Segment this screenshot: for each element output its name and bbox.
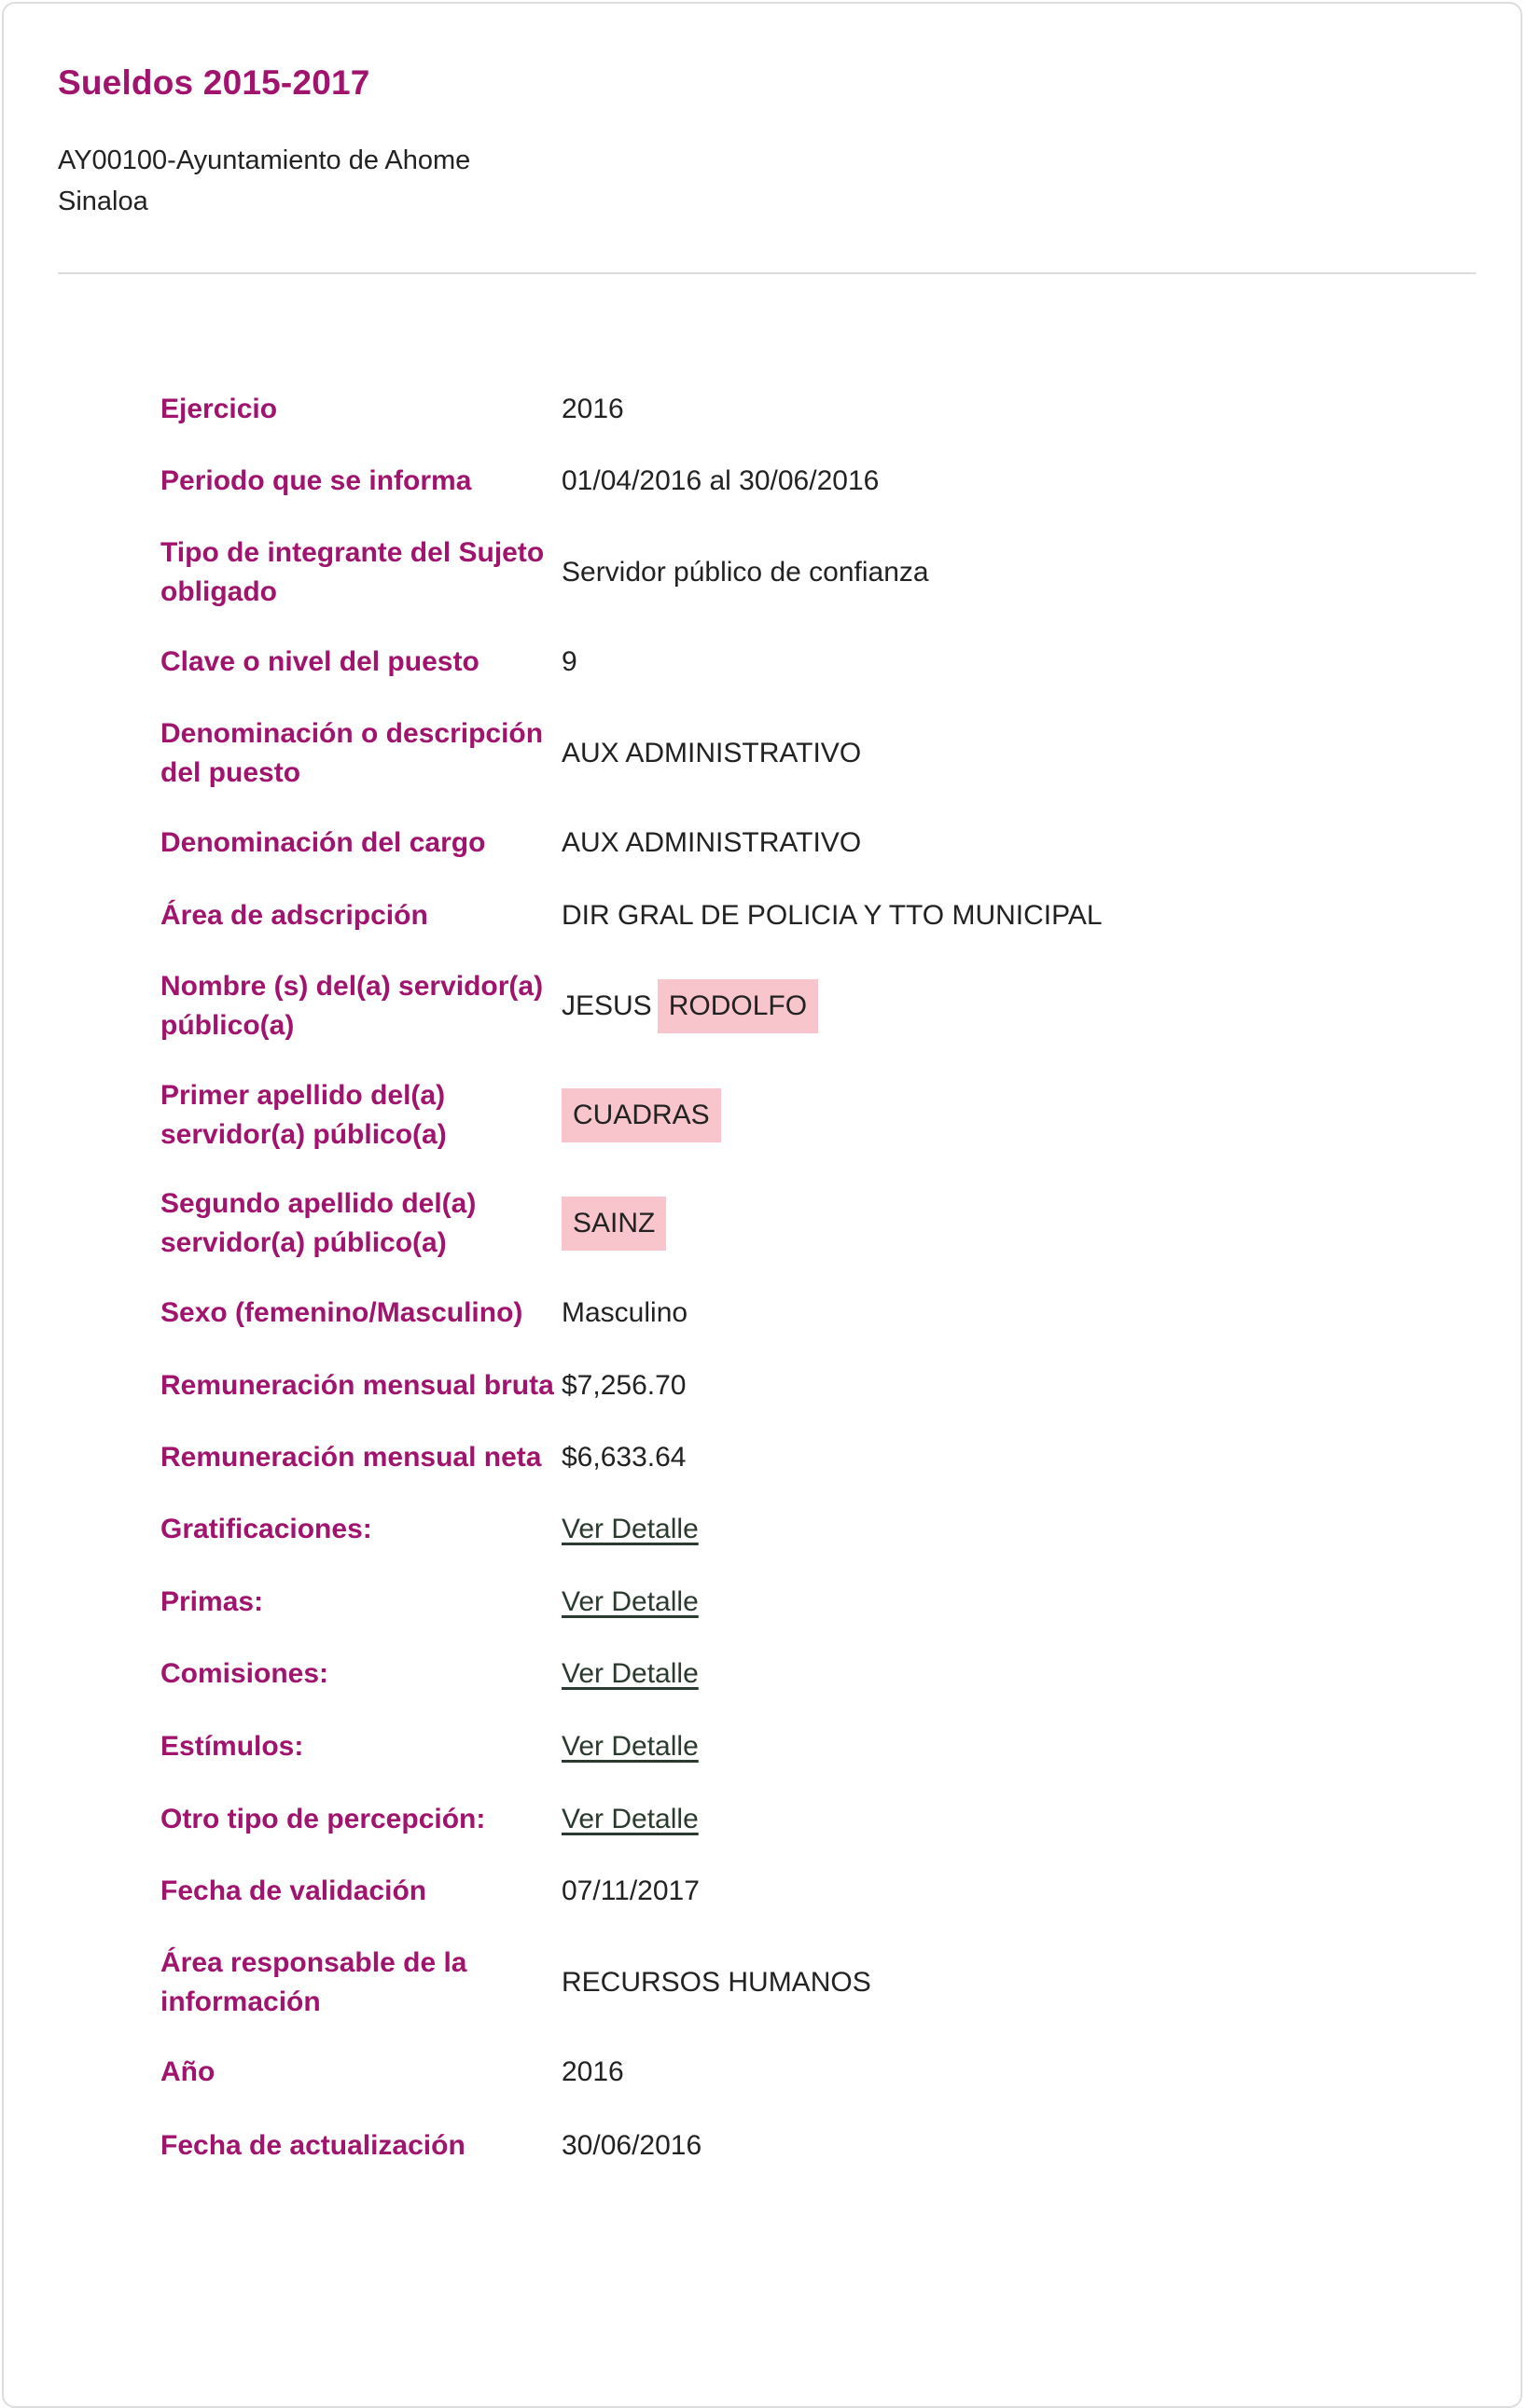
label-gratificaciones: Gratificaciones: — [160, 1514, 372, 1544]
otro-tipo-ver-detalle-link[interactable]: Ver Detalle — [562, 1804, 699, 1834]
row-periodo — [160, 462, 1373, 501]
label-fecha-actualizacion: Fecha de actualización — [160, 2130, 465, 2161]
value-sexo: Masculino — [562, 1297, 688, 1328]
label-segundo-apellido: Segundo apellido del(a) servidor(a) público(a) — [160, 1188, 477, 1258]
label-sexo: Sexo (femenino/Masculino) — [160, 1297, 523, 1328]
row-otro-tipo — [160, 1800, 1373, 1839]
label-primer-apellido: Primer apellido del(a) servidor(a) público(a) — [160, 1080, 447, 1150]
row-gratificaciones — [160, 1510, 1373, 1549]
value-remuneracion-bruta: $7,256.70 — [562, 1370, 687, 1401]
row-tipo-integrante — [160, 533, 1373, 612]
row-area-responsable — [160, 1944, 1373, 2022]
label-clave-nivel: Clave o nivel del puesto — [160, 646, 479, 677]
row-area-adscripcion — [160, 896, 1373, 935]
row-denominacion-puesto — [160, 714, 1373, 793]
label-otro-tipo: Otro tipo de percepción: — [160, 1804, 486, 1834]
label-area-adscripcion: Área de adscripción — [160, 900, 428, 931]
row-sexo — [160, 1294, 1373, 1333]
row-fecha-validacion — [160, 1872, 1373, 1911]
gratificaciones-ver-detalle-link[interactable]: Ver Detalle — [562, 1514, 699, 1544]
row-nombre — [160, 967, 1373, 1045]
value-periodo: 01/04/2016 al 30/06/2016 — [562, 465, 880, 496]
label-tipo-integrante: Tipo de integrante del Sujeto obligado — [160, 537, 545, 607]
row-anio — [160, 2053, 1373, 2092]
row-estimulos — [160, 1727, 1373, 1766]
value-nombre — [562, 979, 818, 1033]
row-primas — [160, 1583, 1373, 1622]
value-fecha-validacion: 07/11/2017 — [562, 1875, 700, 1906]
value-ejercicio: 2016 — [562, 394, 624, 424]
entity-state: Sinaloa — [58, 187, 148, 216]
row-fecha-actualizacion — [160, 2126, 1373, 2166]
entity-info — [58, 140, 470, 222]
value-anio: 2016 — [562, 2056, 624, 2087]
value-tipo-integrante: Servidor público de confianza — [562, 557, 929, 588]
label-nombre: Nombre (s) del(a) servidor(a) público(a) — [160, 971, 544, 1041]
value-nombre-second: RODOLFO — [658, 979, 818, 1033]
value-denominacion-puesto: AUX ADMINISTRATIVO — [562, 738, 862, 768]
label-ejercicio: Ejercicio — [160, 394, 278, 424]
label-area-responsable: Área responsable de la información — [160, 1947, 467, 2017]
row-remuneracion-neta — [160, 1438, 1373, 1477]
label-comisiones: Comisiones: — [160, 1658, 329, 1689]
label-anio: Año — [160, 2056, 215, 2087]
row-comisiones — [160, 1654, 1373, 1694]
label-periodo: Periodo que se informa — [160, 465, 472, 496]
value-remuneracion-neta: $6,633.64 — [562, 1442, 687, 1473]
value-clave-nivel: 9 — [562, 646, 577, 677]
primas-ver-detalle-link[interactable]: Ver Detalle — [562, 1586, 699, 1617]
row-segundo-apellido — [160, 1184, 1373, 1263]
page-title: Sueldos 2015-2017 — [58, 63, 370, 102]
row-ejercicio — [160, 390, 1373, 429]
label-remuneracion-bruta: Remuneración mensual bruta — [160, 1370, 554, 1401]
value-fecha-actualizacion: 30/06/2016 — [562, 2130, 702, 2161]
label-denominacion-cargo: Denominación del cargo — [160, 827, 486, 858]
entity-name: AY00100-Ayuntamiento de Ahome — [58, 145, 471, 175]
value-primer-apellido — [562, 1088, 721, 1142]
detail-card — [2, 2, 1522, 2408]
value-area-responsable: RECURSOS HUMANOS — [562, 1967, 871, 1998]
value-nombre-first: JESUS — [562, 990, 652, 1021]
row-primer-apellido — [160, 1076, 1373, 1155]
label-denominacion-puesto: Denominación o descripción del puesto — [160, 718, 544, 788]
label-estimulos: Estímulos: — [160, 1731, 304, 1762]
label-fecha-validacion: Fecha de validación — [160, 1875, 427, 1906]
value-denominacion-cargo: AUX ADMINISTRATIVO — [562, 827, 862, 858]
row-remuneracion-bruta — [160, 1366, 1373, 1405]
label-primas: Primas: — [160, 1586, 264, 1617]
label-remuneracion-neta: Remuneración mensual neta — [160, 1442, 542, 1473]
row-denominacion-cargo — [160, 823, 1373, 863]
header-divider — [58, 272, 1476, 274]
value-area-adscripcion: DIR GRAL DE POLICIA Y TTO MUNICIPAL — [562, 900, 1103, 931]
estimulos-ver-detalle-link[interactable]: Ver Detalle — [562, 1731, 699, 1762]
comisiones-ver-detalle-link[interactable]: Ver Detalle — [562, 1658, 699, 1689]
value-primer-apellido-text: CUADRAS — [562, 1088, 721, 1142]
value-segundo-apellido-text: SAINZ — [562, 1197, 666, 1251]
row-clave-nivel — [160, 643, 1373, 682]
value-segundo-apellido — [562, 1197, 666, 1251]
